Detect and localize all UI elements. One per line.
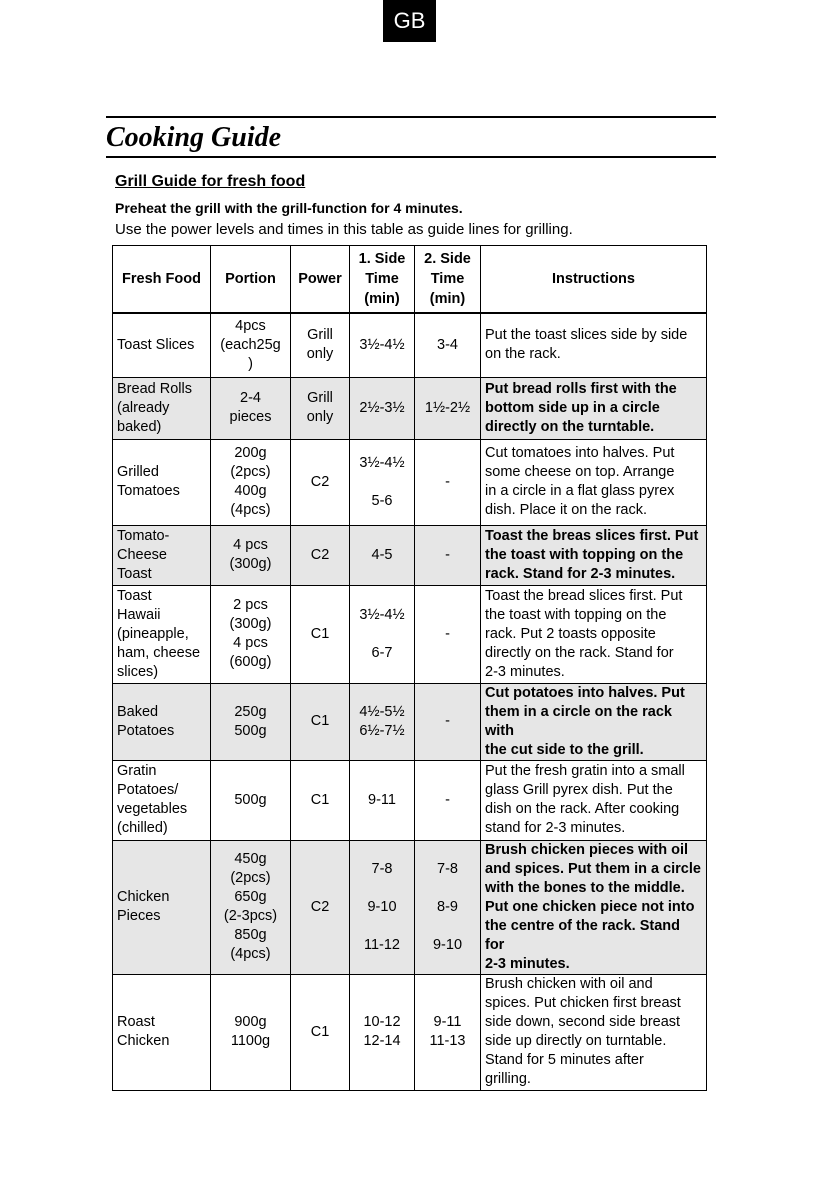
cell-line: C2 <box>310 546 330 563</box>
cell-instructions <box>481 313 707 377</box>
cell-line: 2½-3½ <box>359 399 405 416</box>
header-side1-time: 1. Side Time (min) <box>350 246 415 314</box>
cell-power <box>291 439 350 525</box>
cell-line: the cut side to the grill. <box>485 741 644 758</box>
cell-line: the centre of the rack. Stand for <box>485 917 680 953</box>
cell-line: C1 <box>310 1023 330 1040</box>
cell-line: the toast with topping on the <box>485 546 684 563</box>
preheat-note: Preheat the grill with the grill-function for 4 minutes. <box>115 200 463 216</box>
cell-line: 2-3 minutes. <box>485 955 570 972</box>
cell-food <box>113 585 211 683</box>
cell-line: some cheese on top. Arrange <box>485 464 675 480</box>
cell-portion <box>211 525 291 585</box>
cell-line: rack. Stand for 2-3 minutes. <box>485 565 676 582</box>
cell-side2-time <box>415 313 481 377</box>
cell-line: 7-8 <box>371 860 393 877</box>
cell-line: only <box>306 346 334 363</box>
cell-line: Cut tomatoes into halves. Put <box>485 445 675 461</box>
cell-side2-time <box>415 683 481 760</box>
cell-line: 900g <box>234 1014 267 1030</box>
cell-line: 4 pcs <box>233 537 268 553</box>
cell-line: 4-5 <box>371 546 393 563</box>
page-title: Cooking Guide <box>106 122 282 153</box>
table-row <box>113 840 707 974</box>
cell-line: 3½-4½ <box>359 336 405 353</box>
cell-line: side up directly on turntable. <box>485 1033 667 1049</box>
language-badge: GB <box>383 0 436 42</box>
cell-line: slices) <box>117 663 159 680</box>
cell-line <box>354 473 410 492</box>
table-row <box>113 683 707 760</box>
cell-line: C2 <box>310 898 330 915</box>
cell-line: (600g) <box>229 654 272 670</box>
cell-side1-time <box>350 439 415 525</box>
cell-line: Toast the bread slices first. Put <box>485 587 683 604</box>
cell-line: directly on the rack. Stand for <box>485 644 674 661</box>
cell-line: Cheese <box>117 546 167 563</box>
cell-line: dish on the rack. After cooking <box>485 801 680 817</box>
cell-line: Put the fresh gratin into a small <box>485 763 685 779</box>
cell-line: 9-10 <box>367 898 397 915</box>
cell-line: spices. Put chicken first breast <box>485 995 681 1011</box>
cell-line: 3½-4½ <box>359 606 405 623</box>
table-row <box>113 525 707 585</box>
cell-side1-time <box>350 313 415 377</box>
cell-line <box>419 917 476 936</box>
cell-line: 6-7 <box>371 644 393 661</box>
cell-line: 850g <box>234 927 267 943</box>
cell-side1-time <box>350 683 415 760</box>
cell-side1-time <box>350 525 415 585</box>
cell-line: 450g <box>234 851 267 867</box>
cell-instructions <box>481 585 707 683</box>
cell-line: 9-11 <box>433 1014 462 1030</box>
cell-line: Put the toast slices side by side <box>485 327 688 344</box>
header-side2-time: 2. Side Time (min) <box>415 246 481 314</box>
cell-side2-time <box>415 585 481 683</box>
cell-line: Stand for 5 minutes after <box>485 1052 644 1068</box>
table-row <box>113 313 707 377</box>
cell-line: only <box>306 409 334 425</box>
cell-power <box>291 585 350 683</box>
cell-instructions <box>481 377 707 439</box>
cell-line: 9-10 <box>432 936 463 953</box>
cell-line: Potatoes/ <box>117 782 179 798</box>
cell-side2-time <box>415 974 481 1090</box>
cell-line: Brush chicken pieces with oil <box>485 841 689 858</box>
cell-line: 250g <box>234 703 267 720</box>
cell-line: (already <box>117 399 170 416</box>
cell-portion <box>211 760 291 840</box>
cell-line: (pineapple, <box>117 625 189 642</box>
cell-line: (each25g <box>220 336 281 353</box>
cell-line: on the rack. <box>485 346 561 363</box>
cell-line: with the bones to the middle. <box>485 879 685 896</box>
cell-line: 11-13 <box>429 1033 466 1049</box>
cell-line: 1½-2½ <box>424 399 471 416</box>
title-rule-bottom <box>106 156 716 158</box>
header-power: Power <box>291 246 350 314</box>
cell-line: (2pcs) <box>230 464 271 480</box>
cell-line: Grilled <box>117 464 159 480</box>
title-rule-top <box>106 116 716 118</box>
cell-food <box>113 974 211 1090</box>
table-row <box>113 974 707 1090</box>
cell-side1-time <box>350 760 415 840</box>
cell-portion <box>211 683 291 760</box>
cell-instructions <box>481 439 707 525</box>
cell-food <box>113 525 211 585</box>
cell-line: (chilled) <box>117 820 168 836</box>
cell-line: Cut potatoes into halves. Put <box>485 684 685 701</box>
cell-line: Gratin <box>117 763 157 779</box>
cell-line: - <box>445 713 450 729</box>
cell-line: ) <box>248 355 253 372</box>
cell-line: Grill <box>307 327 333 344</box>
cell-line: 5-6 <box>371 492 393 509</box>
cell-power <box>291 377 350 439</box>
cell-line: dish. Place it on the rack. <box>485 502 647 518</box>
cell-line: Tomato- <box>117 527 170 544</box>
cell-line: baked) <box>117 418 162 435</box>
cell-line: side down, second side breast <box>485 1014 681 1030</box>
cell-line: 4½-5½ <box>359 703 405 720</box>
table-header-row <box>113 246 707 314</box>
cell-line: Chicken <box>117 889 170 905</box>
cell-line: C1 <box>310 713 330 729</box>
cell-line: 3½-4½ <box>359 454 405 471</box>
cell-line: Baked <box>117 703 159 720</box>
cell-line: glass Grill pyrex dish. Put the <box>485 782 673 798</box>
cell-line: in a circle in a flat glass pyrex <box>485 483 675 499</box>
cell-line: rack. Put 2 toasts opposite <box>485 625 656 642</box>
cell-line: Put bread rolls first with the <box>485 380 677 397</box>
cell-side2-time <box>415 439 481 525</box>
cell-line: stand for 2-3 minutes. <box>485 820 626 836</box>
cell-line: the toast with topping on the <box>485 606 667 623</box>
cell-line: C1 <box>310 791 330 808</box>
header-fresh-food: Fresh Food <box>113 246 211 314</box>
cell-side1-time <box>350 377 415 439</box>
table-row <box>113 377 707 439</box>
cell-line: 11-12 <box>363 936 400 953</box>
cell-line: (300g) <box>229 556 272 572</box>
cell-line: 6½-7½ <box>359 722 405 739</box>
cell-line <box>419 879 476 898</box>
cell-line: C2 <box>310 473 330 490</box>
cell-line: (2pcs) <box>230 870 271 886</box>
cell-line: Toast Slices <box>117 336 195 353</box>
cell-portion <box>211 840 291 974</box>
cell-line: Potatoes <box>117 722 175 739</box>
cell-side1-time <box>350 585 415 683</box>
cell-line: - <box>445 625 450 642</box>
cell-line: 2-4 <box>240 390 261 406</box>
header-instructions: Instructions <box>481 246 707 314</box>
cell-portion <box>211 313 291 377</box>
cell-side1-time <box>350 974 415 1090</box>
cell-line: 2 pcs <box>233 597 268 613</box>
cell-power <box>291 525 350 585</box>
cell-line: 8-9 <box>437 898 458 915</box>
cell-line: Put one chicken piece not into <box>485 898 695 915</box>
cell-line: directly on the turntable. <box>485 418 655 435</box>
cell-line: 4 pcs <box>233 635 268 651</box>
section-title: Grill Guide for fresh food <box>115 173 306 190</box>
cell-portion <box>211 585 291 683</box>
cell-line: Pieces <box>117 908 161 924</box>
cell-food <box>113 377 211 439</box>
grill-guide-table <box>112 245 707 1091</box>
cell-line: Chicken <box>117 1033 170 1049</box>
cell-portion <box>211 974 291 1090</box>
cell-food <box>113 840 211 974</box>
cell-line: ham, cheese <box>117 644 201 661</box>
cell-line: 10-12 <box>363 1014 401 1030</box>
cell-line: 4pcs <box>235 317 266 334</box>
cell-line: Tomatoes <box>117 483 180 499</box>
cell-side2-time <box>415 760 481 840</box>
cell-line: - <box>445 473 450 490</box>
cell-line <box>354 879 410 898</box>
usage-note: Use the power levels and times in this table as guide lines for grilling. <box>115 221 573 238</box>
cell-instructions <box>481 840 707 974</box>
cell-line: 3-4 <box>437 336 458 353</box>
cell-line: Bread Rolls <box>117 380 192 397</box>
cell-line: vegetables <box>117 801 188 817</box>
cell-line: - <box>445 546 450 563</box>
cell-line: (4pcs) <box>230 502 271 518</box>
cell-line: Roast <box>117 1014 155 1030</box>
cell-line: Grill <box>307 390 333 406</box>
cell-line: Hawaii <box>117 606 161 623</box>
cell-line: (2-3pcs) <box>223 908 278 924</box>
cell-line: 500g <box>234 722 267 739</box>
cell-line: grilling. <box>485 1071 531 1087</box>
table-row <box>113 760 707 840</box>
cell-line: them in a circle on the rack with <box>485 703 672 739</box>
cell-power <box>291 974 350 1090</box>
table-row <box>113 439 707 525</box>
cell-portion <box>211 377 291 439</box>
cell-line: 1100g <box>230 1033 271 1049</box>
cell-line <box>354 917 410 936</box>
cell-power <box>291 840 350 974</box>
cell-instructions <box>481 525 707 585</box>
cell-line: Toast <box>117 565 152 582</box>
cell-line: Toast the breas slices first. Put <box>485 527 699 544</box>
cell-line: 2-3 minutes. <box>485 663 565 680</box>
cell-food <box>113 683 211 760</box>
cell-line: 500g <box>234 791 267 808</box>
cell-line: and spices. Put them in a circle <box>485 860 701 877</box>
cell-line <box>354 625 410 644</box>
cell-line: (300g) <box>229 616 272 632</box>
cell-power <box>291 760 350 840</box>
cell-line: 650g <box>234 889 267 905</box>
cell-line: bottom side up in a circle <box>485 399 660 416</box>
cell-line: pieces <box>229 409 272 425</box>
cell-side1-time <box>350 840 415 974</box>
cell-food <box>113 760 211 840</box>
cell-food <box>113 313 211 377</box>
cell-line: 9-11 <box>368 791 396 808</box>
cell-power <box>291 683 350 760</box>
cell-power <box>291 313 350 377</box>
cell-line: 200g <box>234 445 267 461</box>
table-row <box>113 585 707 683</box>
cell-side2-time <box>415 377 481 439</box>
cell-side2-time <box>415 840 481 974</box>
cell-line: 7-8 <box>437 860 458 877</box>
cell-instructions <box>481 974 707 1090</box>
cell-line: C1 <box>310 625 330 642</box>
cell-food <box>113 439 211 525</box>
cell-line: - <box>445 791 450 808</box>
cell-instructions <box>481 760 707 840</box>
cell-line: 400g <box>234 483 267 499</box>
cell-line: 12-14 <box>363 1033 401 1049</box>
cell-instructions <box>481 683 707 760</box>
cell-portion <box>211 439 291 525</box>
cell-line: (4pcs) <box>230 946 271 962</box>
cell-line: Brush chicken with oil and <box>485 976 653 992</box>
cell-side2-time <box>415 525 481 585</box>
header-portion: Portion <box>211 246 291 314</box>
cell-line: Toast <box>117 587 152 604</box>
